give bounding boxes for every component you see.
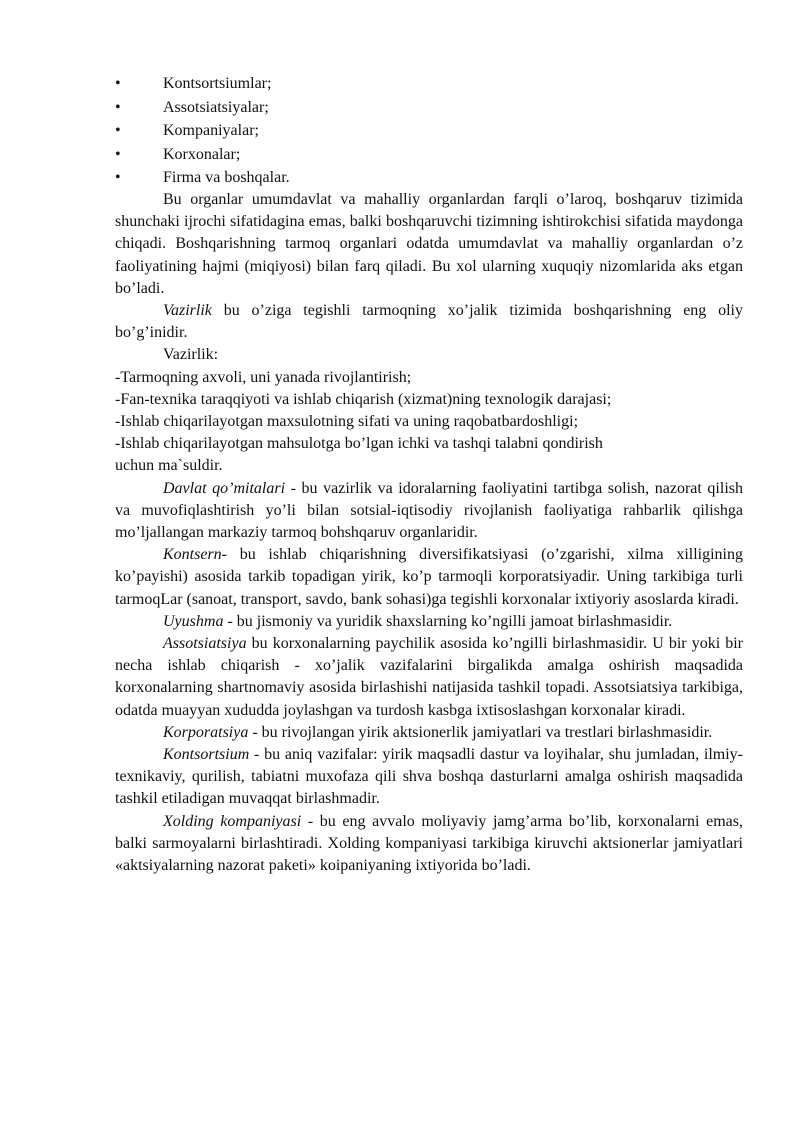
bullet-icon: • <box>115 122 121 139</box>
xolding-paragraph <box>115 811 743 878</box>
dash-item-4: -Ishlab chiqarilayotgan mahsulotga bo’lgan ichki va tashqi talabni qondirish uchun ma`suldir. <box>115 435 603 475</box>
assotsiatsiya-paragraph <box>115 633 743 722</box>
dash-item-3: -Ishlab chiqarilayotgan maxsulotning sifati va uning raqobatbardoshligi; <box>115 413 579 431</box>
term-uyushma: Uyushma <box>163 612 224 630</box>
definition-uyushma: - bu jismoniy va yuridik shaxslarning ko’ngilli jamoat birlashmasidir. <box>223 612 673 630</box>
list-item <box>115 143 745 167</box>
list-item <box>115 119 745 143</box>
list-item <box>115 166 745 190</box>
definition-korporatsiya: - bu rivojlangan yirik aktsionerlik jamiyatlari va trestlari birlashmasidir. <box>248 723 713 741</box>
davlat-qomitalari-paragraph <box>115 478 743 545</box>
list-item-text: Kontsortsiumlar; <box>163 75 272 92</box>
korporatsiya-paragraph <box>115 722 743 744</box>
dash-item-2: -Fan-texnika taraqqiyoti va ishlab chiqarish (xizmat)ning texnologik darajasi; <box>115 390 612 408</box>
bullet-list <box>115 72 745 190</box>
definition-xolding-kompaniyasi: - bu eng avvalo moliyaviy jamg’arma bo’lib, korxonalarni emas, balki sarmoyalarni birlashtiradi. Xolding kompaniyasi tarkibiga kiruvchi aktsionerlar jamiyatlari «aktsiyalarning nazorat paketi» koipaniyaning ixtiyorida bo’ladi. <box>115 812 743 875</box>
definition-davlat-qomitalari: - bu vazirlik va idoralarning faoliyatini tartibga solish, nazorat qilish va muvofiqlashtirish yo’li bilan sotsial-iqtisodiy rivojlanish faoliyatiga rahbarlik qilishga mo’ljallangan markaziy tarmoq bohshqaruv organlaridir. <box>115 479 743 542</box>
kontsortsium-paragraph <box>115 744 743 811</box>
uyushma-paragraph <box>115 611 743 633</box>
list-item-text: Kompaniyalar; <box>163 122 259 139</box>
term-kontsern: Kontsern- <box>163 546 227 564</box>
definition-kontsortsium: - bu aniq vazifalar: yirik maqsadli dastur va loyihalar, shu jumladan, ilmiy-texnikaviy, qurilish, tabiatni muxofaza qili shva boshqa dasturlarni amalga oshirish maqsadida tashkil etiladigan muvaqqat birlashmadir. <box>115 746 743 808</box>
definition-kontsern: bu ishlab chiqarishning diversifikatsiyasi (o’zgarishi, xilma xilligining ko’payishi) asosida tarkib topadigan yirik, ko’p tarmoqli korporatsiyadir. Uning tarkibiga turli tarmoqLar (sanoat, transport, savdo, bank sohasi)ga tegishli korxonalar ixtiyoriy asoslarda kiradi. <box>115 546 743 608</box>
kontsern-paragraph <box>115 544 743 611</box>
bullet-icon: • <box>115 98 121 116</box>
term-xolding-kompaniyasi: Xolding kompaniyasi <box>163 812 302 830</box>
list-item-text: Assotsiatsiyalar; <box>163 98 269 116</box>
vazirlik-paragraph <box>115 300 743 344</box>
term-vazirlik: Vazirlik <box>163 302 212 320</box>
bullet-icon: • <box>115 145 121 163</box>
list-item <box>115 96 745 120</box>
term-korporatsiya: Korporatsiya <box>163 723 249 741</box>
list-item-text: Firma va boshqalar. <box>163 169 290 186</box>
term-davlat-qomitalari: Davlat qo’mitalari <box>163 479 286 497</box>
list-item-text: Korxonalar; <box>163 145 241 163</box>
bullet-icon: • <box>115 75 121 92</box>
list-item <box>115 72 745 96</box>
document-body <box>115 189 743 877</box>
definition-vazirlik: bu o’ziga tegishli tarmoqning xo’jalik tizimida boshqarishning eng oliy bo’g’inidir. <box>115 302 743 342</box>
bullet-icon: • <box>115 169 121 186</box>
term-assotsiatsiya: Assotsiatsiya <box>163 635 247 653</box>
dash-item-1: -Tarmoqning axvoli, uni yanada rivojlantirish; <box>115 368 412 386</box>
definition-assotsiatsiya: bu korxonalarning paychilik asosida ko’ngilli birlashmasidir. U bir yoki bir necha ishlab chiqarish - xo’jalik vazifalarini birgalikda amalga oshirish maqsadida korxonalarning shartnomaviy asosida birlashishi natijasida tashkil topadi. Assotsiatsiya tarkibiga, odatda muayyan xududda joylashgan va turdosh kasbga ixtisoslashgan korxonalar kiradi. <box>115 635 743 719</box>
term-kontsortsium: Kontsortsium <box>163 746 250 764</box>
intro-paragraph: Bu organlar umumdavlat va mahalliy organlardan farqli o’laroq, boshqaruv tizimida shunchaki ijrochi sifatidagina emas, balki boshqaruvchi tizimning ishtirokchisi sifatida maydonga chiqadi. Boshqarishning tarmoq organlari odatda umumdavlat va mahalliy organlardan o’z faoliyatining hajmi (miqiyosi) bilan farq qiladi. Bu xol ularning xuquqiy nizomlarida aks etgan bo’ladi. <box>115 191 743 297</box>
vazirlik-label: Vazirlik: <box>163 346 219 364</box>
